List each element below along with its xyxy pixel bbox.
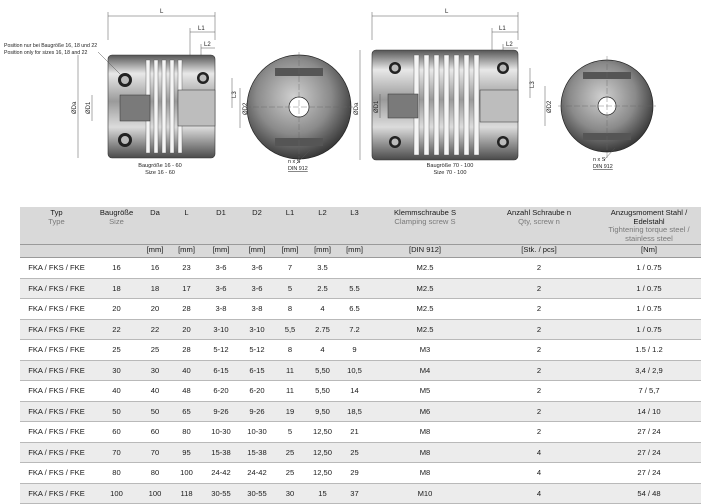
table-row [20, 319, 701, 340]
cell-type: FKA / FKS / FKE [20, 258, 93, 279]
unit-type [20, 245, 93, 258]
cell-l2: 15 [305, 483, 340, 504]
table-row [20, 381, 701, 402]
table-unit-row [20, 245, 701, 258]
dim-label-L: L [160, 9, 164, 15]
cell-clamping-screw: M8 [369, 422, 481, 443]
cell-l3: 18,5 [340, 401, 369, 422]
cell-l3: 21 [340, 422, 369, 443]
cell-size: 20 [93, 299, 140, 320]
cell-l1: 25 [275, 442, 305, 463]
cell-size: 30 [93, 360, 140, 381]
dim-label-L1: L1 [198, 26, 205, 32]
cell-l: 28 [170, 340, 203, 361]
coupling-side-view-large [360, 12, 545, 160]
cell-l2: 12,50 [305, 442, 340, 463]
cell-tightening-torque: 1 / 0.75 [597, 319, 701, 340]
cell-l1: 5,5 [275, 319, 305, 340]
cell-da: 25 [140, 340, 170, 361]
cell-d1: 3-6 [203, 278, 239, 299]
cell-screw-qty: 4 [481, 463, 597, 484]
cell-da: 50 [140, 401, 170, 422]
cell-da: 60 [140, 422, 170, 443]
cell-l: 48 [170, 381, 203, 402]
position-note [4, 43, 97, 56]
cell-size: 60 [93, 422, 140, 443]
cell-d2: 3-6 [239, 258, 275, 279]
table-row [20, 340, 701, 361]
header-type: Typ Type [20, 207, 93, 245]
cell-l1: 30 [275, 483, 305, 504]
cell-tightening-torque: 3,4 / 2,9 [597, 360, 701, 381]
cell-l1: 5 [275, 422, 305, 443]
cell-tightening-torque: 27 / 24 [597, 463, 701, 484]
coupling-end-view-large [558, 56, 656, 160]
caption-small-sizes [120, 163, 200, 177]
cell-l3: 9 [340, 340, 369, 361]
cell-l3: 25 [340, 442, 369, 463]
cell-clamping-screw: M2.5 [369, 299, 481, 320]
cell-d1: 24-42 [203, 463, 239, 484]
table-row [20, 401, 701, 422]
cell-d2: 5-12 [239, 340, 275, 361]
table-row [20, 299, 701, 320]
cell-da: 30 [140, 360, 170, 381]
cell-screw-qty: 4 [481, 483, 597, 504]
cell-l3: 37 [340, 483, 369, 504]
header-l2: L2 [305, 207, 340, 245]
caption-large-de: Baugröße 70 - 100 [426, 163, 474, 169]
unit-screw-qty: [Stk. / pcs] [481, 245, 597, 258]
cell-d1: 3-8 [203, 299, 239, 320]
dim-label-L3-large: L3 [530, 81, 536, 88]
cell-d2: 6-20 [239, 381, 275, 402]
cell-l1: 11 [275, 381, 305, 402]
cell-d1: 3-10 [203, 319, 239, 340]
cell-size: 100 [93, 483, 140, 504]
cell-l2: 9,50 [305, 401, 340, 422]
cell-screw-qty: 4 [481, 442, 597, 463]
cell-d1: 3-6 [203, 258, 239, 279]
cell-l3: 10,5 [340, 360, 369, 381]
cell-type: FKA / FKS / FKE [20, 442, 93, 463]
cell-clamping-screw: M6 [369, 401, 481, 422]
cell-l2: 5,50 [305, 381, 340, 402]
header-l3: L3 [340, 207, 369, 245]
cell-l3: 14 [340, 381, 369, 402]
cell-d2: 10-30 [239, 422, 275, 443]
cell-l: 65 [170, 401, 203, 422]
cell-type: FKA / FKS / FKE [20, 463, 93, 484]
cell-screw-qty: 2 [481, 299, 597, 320]
dim-label-D1: ØD1 [86, 101, 92, 114]
cell-l: 95 [170, 442, 203, 463]
cell-l2: 4 [305, 299, 340, 320]
cell-l: 17 [170, 278, 203, 299]
unit-d1: [mm] [203, 245, 239, 258]
cell-l1: 7 [275, 258, 305, 279]
cell-size: 80 [93, 463, 140, 484]
cell-l: 20 [170, 319, 203, 340]
table-row [20, 422, 701, 443]
caption-large-en: Size 70 - 100 [433, 170, 467, 176]
header-clamping-screw: Klemmschraube S Clamping screw S [369, 207, 481, 245]
cell-d1: 30-55 [203, 483, 239, 504]
header-da: Da [140, 207, 170, 245]
dim-label-Da: ØDa [72, 101, 78, 114]
cell-l1: 8 [275, 340, 305, 361]
cell-tightening-torque: 1 / 0.75 [597, 258, 701, 279]
cell-d2: 15-38 [239, 442, 275, 463]
dim-label-L1-large: L1 [499, 26, 506, 32]
cell-d2: 9-26 [239, 401, 275, 422]
cell-d1: 6-20 [203, 381, 239, 402]
cell-l3: 7.2 [340, 319, 369, 340]
cell-da: 22 [140, 319, 170, 340]
cell-tightening-torque: 7 / 5,7 [597, 381, 701, 402]
screw-std-large: DIN 912 [593, 164, 613, 170]
cell-clamping-screw: M5 [369, 381, 481, 402]
caption-small-de: Baugröße 16 - 60 [138, 163, 182, 169]
cell-l: 23 [170, 258, 203, 279]
cell-da: 70 [140, 442, 170, 463]
cell-l2: 5,50 [305, 360, 340, 381]
table-row [20, 258, 701, 279]
cell-tightening-torque: 14 / 10 [597, 401, 701, 422]
dim-label-L2: L2 [204, 42, 211, 48]
cell-type: FKA / FKS / FKE [20, 278, 93, 299]
cell-clamping-screw: M8 [369, 442, 481, 463]
unit-d2: [mm] [239, 245, 275, 258]
cell-l1: 11 [275, 360, 305, 381]
unit-clamping-screw: [DIN 912] [369, 245, 481, 258]
cell-tightening-torque: 1.5 / 1.2 [597, 340, 701, 361]
cell-da: 16 [140, 258, 170, 279]
cell-l1: 19 [275, 401, 305, 422]
cell-l2: 12,50 [305, 422, 340, 443]
cell-l3 [340, 258, 369, 279]
unit-tightening-torque: [Nm] [597, 245, 701, 258]
unit-size [93, 245, 140, 258]
cell-type: FKA / FKS / FKE [20, 299, 93, 320]
cell-l3: 29 [340, 463, 369, 484]
cell-screw-qty: 2 [481, 401, 597, 422]
dim-label-D2-large: ØD2 [547, 100, 553, 113]
table-row [20, 463, 701, 484]
coupling-side-view-small [78, 12, 240, 158]
cell-size: 22 [93, 319, 140, 340]
cell-screw-qty: 2 [481, 360, 597, 381]
cell-tightening-torque: 27 / 24 [597, 442, 701, 463]
cell-l3: 5.5 [340, 278, 369, 299]
cell-clamping-screw: M8 [369, 463, 481, 484]
table-row [20, 483, 701, 504]
header-d2: D2 [239, 207, 275, 245]
cell-l2: 4 [305, 340, 340, 361]
cell-size: 40 [93, 381, 140, 402]
table-body [20, 258, 701, 504]
cell-l1: 8 [275, 299, 305, 320]
cell-d1: 5-12 [203, 340, 239, 361]
coupling-end-view-small [245, 52, 353, 164]
cell-clamping-screw: M2.5 [369, 258, 481, 279]
cell-d1: 15-38 [203, 442, 239, 463]
cell-l2: 12,50 [305, 463, 340, 484]
cell-clamping-screw: M2.5 [369, 319, 481, 340]
cell-clamping-screw: M10 [369, 483, 481, 504]
technical-drawing [0, 0, 707, 205]
table-row [20, 360, 701, 381]
screw-label-large: n x S [593, 157, 606, 163]
cell-size: 25 [93, 340, 140, 361]
cell-screw-qty: 2 [481, 319, 597, 340]
cell-d2: 30-55 [239, 483, 275, 504]
cell-da: 40 [140, 381, 170, 402]
unit-da: [mm] [140, 245, 170, 258]
cell-da: 100 [140, 483, 170, 504]
cell-screw-qty: 2 [481, 381, 597, 402]
cell-clamping-screw: M2.5 [369, 278, 481, 299]
cell-clamping-screw: M3 [369, 340, 481, 361]
cell-l1: 5 [275, 278, 305, 299]
cell-da: 18 [140, 278, 170, 299]
dim-label-D1-large: ØD1 [374, 100, 380, 113]
cell-l: 118 [170, 483, 203, 504]
cell-d1: 10-30 [203, 422, 239, 443]
cell-size: 70 [93, 442, 140, 463]
cell-tightening-torque: 27 / 24 [597, 422, 701, 443]
cell-screw-qty: 2 [481, 258, 597, 279]
dim-label-L3: L3 [232, 91, 238, 98]
table-row [20, 442, 701, 463]
cell-d1: 9-26 [203, 401, 239, 422]
cell-l3: 6.5 [340, 299, 369, 320]
cell-l2: 2.75 [305, 319, 340, 340]
header-l1: L1 [275, 207, 305, 245]
cell-tightening-torque: 1 / 0.75 [597, 278, 701, 299]
cell-d2: 3-10 [239, 319, 275, 340]
position-note-de: Position nur bei Baugröße 16, 18 und 22 [4, 43, 98, 49]
dim-label-D2: ØD2 [243, 102, 249, 115]
cell-type: FKA / FKS / FKE [20, 422, 93, 443]
cell-size: 16 [93, 258, 140, 279]
header-d1: D1 [203, 207, 239, 245]
cell-screw-qty: 2 [481, 340, 597, 361]
header-tightening-torque: Anzugsmoment Stahl / Edelstahl Tightening torque steel / stainless steel [597, 207, 701, 245]
cell-type: FKA / FKS / FKE [20, 319, 93, 340]
unit-l: [mm] [170, 245, 203, 258]
table-header-row [20, 207, 701, 245]
cell-tightening-torque: 1 / 0.75 [597, 299, 701, 320]
cell-l: 40 [170, 360, 203, 381]
cell-type: FKA / FKS / FKE [20, 360, 93, 381]
dim-label-Da-large: ØDa [354, 102, 360, 115]
cell-type: FKA / FKS / FKE [20, 340, 93, 361]
cell-d2: 3-8 [239, 299, 275, 320]
screw-label-small: n x S [288, 159, 301, 165]
dim-label-L-large: L [445, 9, 449, 15]
cell-size: 50 [93, 401, 140, 422]
unit-l2: [mm] [305, 245, 340, 258]
cell-size: 18 [93, 278, 140, 299]
cell-screw-qty: 2 [481, 422, 597, 443]
cell-clamping-screw: M4 [369, 360, 481, 381]
cell-l: 100 [170, 463, 203, 484]
cell-l2: 2.5 [305, 278, 340, 299]
cell-l1: 25 [275, 463, 305, 484]
cell-type: FKA / FKS / FKE [20, 401, 93, 422]
dim-label-L2-large: L2 [506, 42, 513, 48]
header-l: L [170, 207, 203, 245]
header-size: Baugröße Size [93, 207, 140, 245]
cell-d1: 6-15 [203, 360, 239, 381]
unit-l1: [mm] [275, 245, 305, 258]
caption-small-en: Size 16 - 60 [145, 170, 175, 176]
header-screw-qty: Anzahl Schraube n Qty, screw n [481, 207, 597, 245]
unit-l3: [mm] [340, 245, 369, 258]
cell-d2: 24-42 [239, 463, 275, 484]
cell-type: FKA / FKS / FKE [20, 381, 93, 402]
screw-std-small: DIN 912 [288, 166, 308, 172]
cell-l: 28 [170, 299, 203, 320]
position-note-en: Position only for sizes 16, 18 and 22 [4, 49, 88, 56]
caption-large-sizes [405, 163, 495, 177]
cell-d2: 3-6 [239, 278, 275, 299]
cell-d2: 6-15 [239, 360, 275, 381]
spec-table [20, 207, 701, 504]
cell-tightening-torque: 54 / 48 [597, 483, 701, 504]
cell-l: 80 [170, 422, 203, 443]
cell-da: 80 [140, 463, 170, 484]
cell-screw-qty: 2 [481, 278, 597, 299]
cell-da: 20 [140, 299, 170, 320]
table-row [20, 278, 701, 299]
cell-type: FKA / FKS / FKE [20, 483, 93, 504]
cell-l2: 3.5 [305, 258, 340, 279]
